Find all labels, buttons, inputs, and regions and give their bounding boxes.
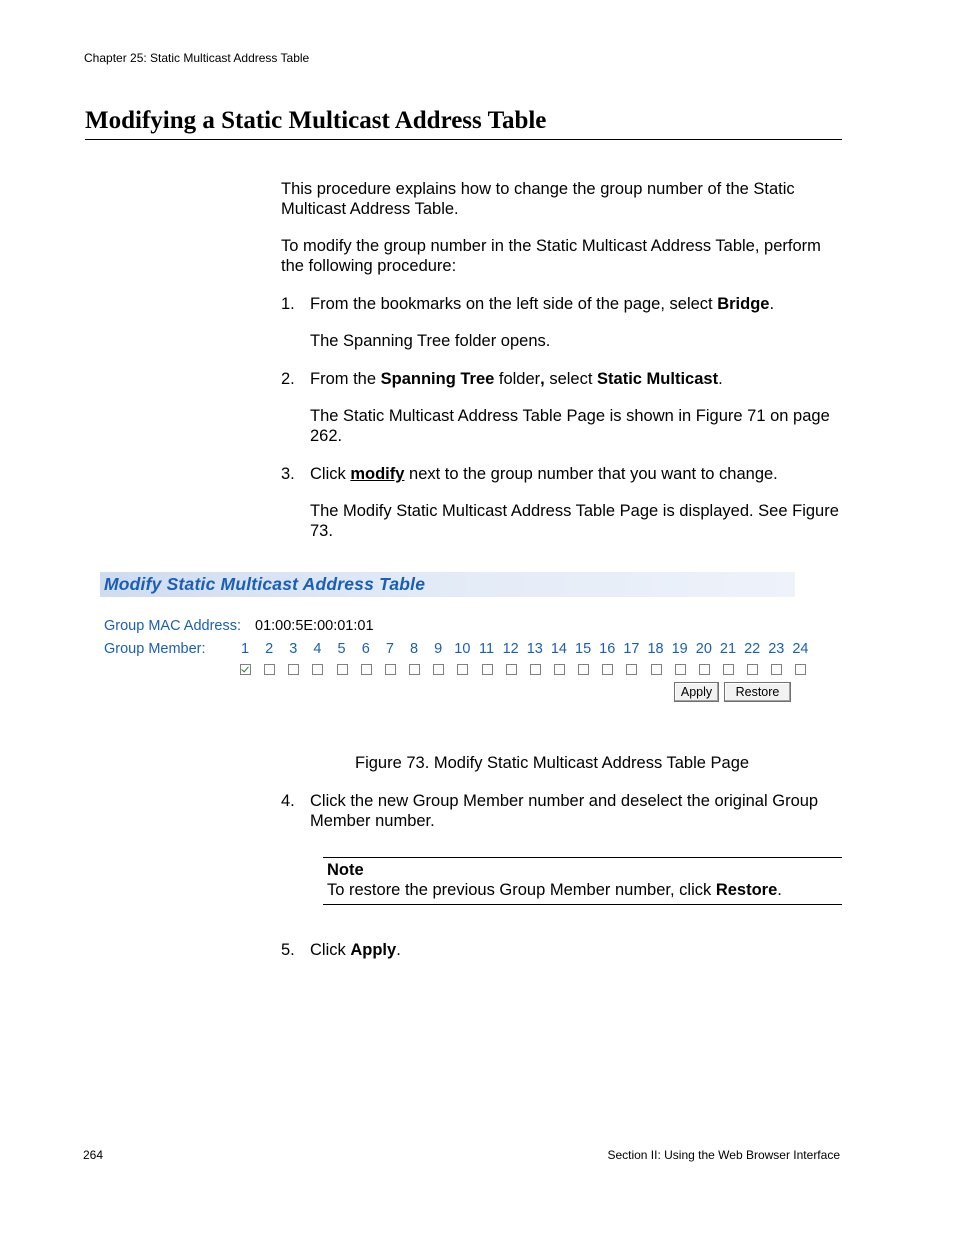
port-checkbox-19[interactable] [675, 664, 686, 675]
port-number-18: 18 [647, 641, 664, 657]
footer-section: Section II: Using the Web Browser Interface [607, 1148, 840, 1162]
port-checkbox-15[interactable] [578, 664, 589, 675]
step-1-post: . [769, 295, 775, 313]
step-5-pre: Click [310, 941, 351, 959]
port-checkbox-9[interactable] [433, 664, 444, 675]
step-3-post: next to the group number that you want to change. [404, 465, 778, 483]
port-number-6: 6 [361, 641, 370, 657]
step-3-result: The Modify Static Multicast Address Table Page is displayed. See Figure 73. [310, 502, 839, 540]
port-number-21: 21 [719, 641, 737, 657]
port-number-7: 7 [385, 641, 394, 657]
step-2-comma: , [540, 370, 545, 388]
port-number-10: 10 [454, 641, 471, 657]
step-2-result: The Static Multicast Address Table Page is shown in Figure 71 on page 262. [310, 407, 830, 445]
port-checkbox-18[interactable] [651, 664, 662, 675]
port-checkbox-3[interactable] [288, 664, 299, 675]
intro-paragraph-1: This procedure explains how to change the group number of the Static Multicast Address Table. [281, 180, 795, 218]
step-2-bold2: Static Multicast [597, 370, 719, 388]
port-number-9: 9 [434, 641, 443, 657]
step-2-number: 2. [281, 370, 295, 388]
port-checkbox-14[interactable] [554, 664, 565, 675]
port-number-20: 20 [695, 641, 712, 657]
port-number-11: 11 [478, 641, 495, 657]
port-number-1: 1 [240, 641, 250, 657]
step-4-number: 4. [281, 792, 295, 810]
port-checkbox-13[interactable] [530, 664, 541, 675]
group-member-label: Group Member: [104, 641, 206, 657]
group-mac-value: 01:00:5E:00:01:01 [255, 618, 374, 634]
step-5-text [310, 940, 842, 960]
port-checkbox-10[interactable] [457, 664, 468, 675]
modify-link[interactable]: modify [350, 465, 405, 483]
step-2-text [310, 369, 842, 389]
port-checkbox-1[interactable] [240, 664, 251, 675]
port-number-5: 5 [337, 641, 346, 657]
port-number-8: 8 [410, 641, 419, 657]
port-number-12: 12 [502, 641, 519, 657]
port-checkbox-7[interactable] [385, 664, 396, 675]
port-checkbox-4[interactable] [312, 664, 323, 675]
port-checkbox-20[interactable] [699, 664, 710, 675]
port-number-13: 13 [526, 641, 543, 657]
note-title: Note [327, 861, 364, 879]
note-text-post: . [777, 881, 782, 899]
step-4-text: Click the new Group Member number and deselect the original Group Member number. [310, 792, 819, 830]
port-number-4: 4 [313, 641, 322, 657]
figure-title-bar [100, 572, 795, 597]
group-mac-label: Group MAC Address: [104, 618, 241, 634]
port-checkbox-21[interactable] [723, 664, 734, 675]
port-checkbox-8[interactable] [409, 664, 420, 675]
apply-button[interactable]: Apply [674, 682, 719, 702]
restore-button[interactable]: Restore [724, 682, 791, 702]
page-number: 264 [83, 1148, 104, 1162]
port-number-2: 2 [265, 641, 274, 657]
port-checkbox-17[interactable] [626, 664, 637, 675]
figure-caption: Figure 73. Modify Static Multicast Address Table Page [355, 754, 750, 772]
port-number-19: 19 [671, 641, 688, 657]
step-3-pre: Click [310, 465, 351, 483]
step-2-mid2: select [544, 370, 598, 388]
step-3-text [310, 464, 842, 484]
step-5-number: 5. [281, 941, 295, 959]
step-1-pre: From the bookmarks on the left side of the page, select [310, 295, 718, 313]
port-checkbox-16[interactable] [602, 664, 613, 675]
port-checkbox-22[interactable] [747, 664, 758, 675]
port-checkbox-6[interactable] [361, 664, 372, 675]
port-checkbox-2[interactable] [264, 664, 275, 675]
note-text [327, 881, 782, 900]
step-5-post: . [396, 941, 401, 959]
port-number-24: 24 [792, 641, 809, 657]
port-checkbox-12[interactable] [506, 664, 517, 675]
note-box [323, 857, 842, 905]
step-2-post: . [718, 370, 723, 388]
step-1-result: The Spanning Tree folder opens. [310, 332, 551, 350]
port-number-23: 23 [768, 641, 785, 657]
step-1-bold: Bridge [717, 295, 770, 313]
port-checkbox-11[interactable] [482, 664, 493, 675]
step-1-number: 1. [281, 295, 295, 313]
step-2-bold: Spanning Tree [380, 370, 495, 388]
running-header: Chapter 25: Static Multicast Address Table [84, 51, 310, 65]
port-number-22: 22 [744, 641, 761, 657]
port-checkbox-5[interactable] [337, 664, 348, 675]
port-number-17: 17 [623, 641, 640, 657]
step-2-pre: From the [310, 370, 381, 388]
step-5-bold: Apply [350, 941, 397, 959]
port-number-14: 14 [550, 641, 567, 657]
step-2-mid: folder [494, 370, 541, 388]
figure-title: Modify Static Multicast Address Table [104, 574, 426, 594]
note-text-bold: Restore [715, 881, 778, 899]
port-number-16: 16 [599, 641, 616, 657]
port-number-3: 3 [289, 641, 298, 657]
intro-paragraph-2: To modify the group number in the Static Multicast Address Table, perform the following procedure: [281, 237, 821, 275]
section-title: Modifying a Static Multicast Address Table [85, 106, 842, 140]
step-3-number: 3. [281, 465, 295, 483]
note-text-pre: To restore the previous Group Member number, click [327, 881, 716, 899]
port-checkbox-23[interactable] [771, 664, 782, 675]
port-checkbox-24[interactable] [795, 664, 806, 675]
port-number-15: 15 [575, 641, 592, 657]
step-1-text [310, 294, 842, 314]
